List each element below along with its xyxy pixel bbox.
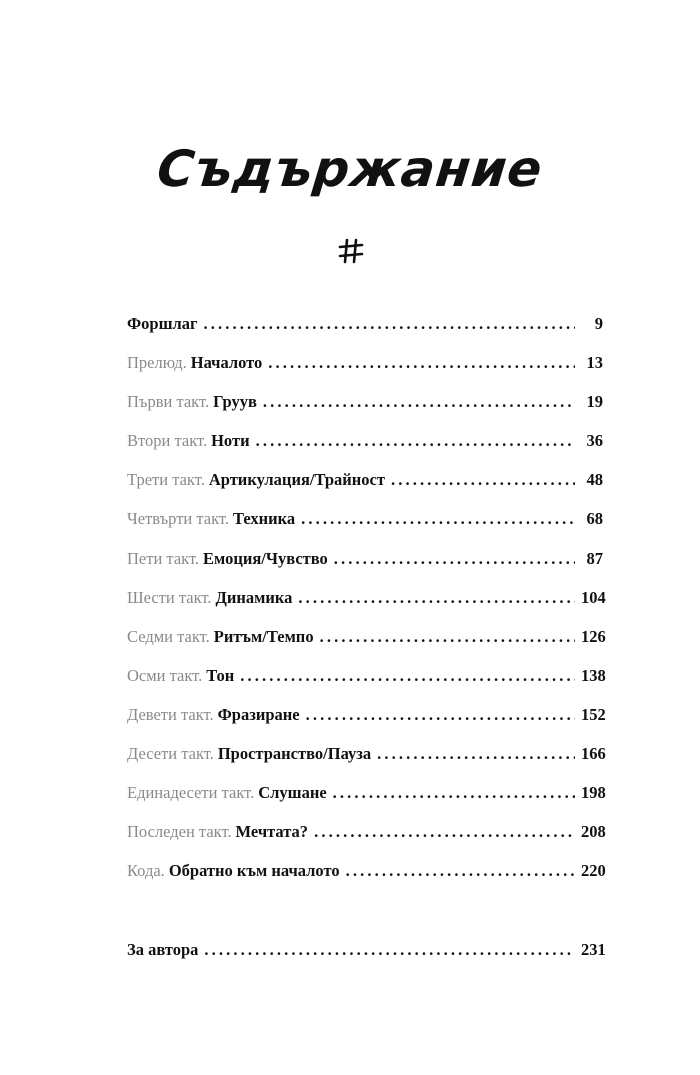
toc-leader-dots xyxy=(334,549,575,569)
toc-leader-dots xyxy=(377,744,575,764)
toc-page-number: 138 xyxy=(581,665,606,685)
toc-entry-label: Втори такт. xyxy=(127,431,208,451)
toc-entry-label: Трети такт. xyxy=(127,470,205,490)
toc-leader-dots xyxy=(298,588,575,608)
toc-leader-dots xyxy=(204,314,575,334)
toc-entry-title: Форшлаг xyxy=(127,314,198,333)
toc-entry-bar-9[interactable] xyxy=(127,704,606,744)
toc-leader-dots xyxy=(391,470,575,490)
toc-page-number: 166 xyxy=(581,744,606,764)
toc-entry-coda[interactable] xyxy=(127,861,606,900)
toc-page-number: 152 xyxy=(581,704,606,724)
toc-entry-title: Пространство/Пауза xyxy=(217,744,372,764)
toc-entry-title: Груув xyxy=(213,392,257,412)
toc-entry-bar-3[interactable] xyxy=(127,470,603,509)
toc-leader-dots xyxy=(333,783,575,803)
toc-entry-title: Слушане xyxy=(258,783,327,803)
toc-page-number: 68 xyxy=(586,509,603,529)
toc-entry-bar-1[interactable] xyxy=(127,392,603,431)
table-of-contents xyxy=(127,314,606,980)
toc-entry-title: Мечтата? xyxy=(235,822,309,842)
toc-leader-dots xyxy=(240,666,575,686)
toc-entry-prelude[interactable] xyxy=(127,353,603,392)
toc-entry-label: Девети такт. xyxy=(127,704,214,724)
toc-leader-dots xyxy=(268,353,575,373)
toc-leader-dots xyxy=(306,705,575,725)
page-title: Съдържание xyxy=(154,140,546,198)
toc-entry-label: Шести такт. xyxy=(127,587,212,607)
toc-entry-label: Пети такт. xyxy=(127,548,200,568)
toc-entry-bar-5[interactable] xyxy=(127,549,603,588)
toc-page-number: 19 xyxy=(586,392,603,412)
toc-leader-dots xyxy=(301,509,575,529)
toc-entry-bar-11[interactable] xyxy=(127,783,606,822)
toc-entry-bar-6[interactable] xyxy=(127,587,606,627)
toc-entry-label: Първи такт. xyxy=(127,392,210,412)
toc-entry-bar-10[interactable] xyxy=(127,744,606,783)
toc-entry-title: Ноти xyxy=(211,431,250,451)
toc-page-number: 208 xyxy=(581,822,606,842)
toc-page-number: 9 xyxy=(594,314,603,333)
toc-leader-dots xyxy=(314,822,575,842)
toc-entry-last-bar[interactable] xyxy=(127,822,606,861)
toc-page-number: 36 xyxy=(586,431,603,451)
toc-entry-bar-2[interactable] xyxy=(127,431,603,470)
toc-page-number: 48 xyxy=(586,470,603,490)
toc-entry-label: Единадесети такт. xyxy=(127,783,255,803)
toc-page-number: 126 xyxy=(581,626,606,646)
toc-page-number: 13 xyxy=(586,353,603,373)
toc-page-number: 198 xyxy=(581,783,606,803)
toc-leader-dots xyxy=(346,861,575,881)
toc-entry-title: Фразиране xyxy=(217,704,300,724)
toc-entry-title: Динамика xyxy=(215,587,293,607)
toc-entry-label: Седми такт. xyxy=(127,626,210,646)
toc-entry-forshlag[interactable] xyxy=(127,314,603,353)
toc-entry-label: Кода. xyxy=(127,861,165,881)
toc-entry-title: Началото xyxy=(190,353,263,373)
toc-entry-title: Обратно към началото xyxy=(168,861,340,881)
toc-leader-dots xyxy=(263,392,575,412)
toc-entry-label: Последен такт. xyxy=(127,822,232,842)
toc-entry-bar-8[interactable] xyxy=(127,665,606,705)
toc-page-number: 87 xyxy=(586,548,603,568)
hash-ornament-icon xyxy=(338,238,364,264)
toc-entry-label: Осми такт. xyxy=(127,665,203,685)
toc-page-number: 220 xyxy=(581,861,606,881)
toc-entry-bar-4[interactable] xyxy=(127,509,603,548)
toc-page-number: 104 xyxy=(581,587,606,607)
toc-entry-title: Техника xyxy=(233,509,296,529)
toc-page-number: 231 xyxy=(581,940,606,960)
toc-entry-title: Тон xyxy=(206,665,235,685)
toc-entry-title: Емоция/Чувство xyxy=(203,548,328,568)
toc-leader-dots xyxy=(204,940,575,960)
toc-entry-title: Артикулация/Трайност xyxy=(208,470,385,490)
toc-leader-dots xyxy=(256,431,575,451)
toc-entry-label: Четвърти такт. xyxy=(127,509,229,529)
toc-entry-bar-7[interactable] xyxy=(127,626,606,666)
toc-entry-label: Прелюд. xyxy=(127,353,187,373)
toc-entry-about-author[interactable] xyxy=(127,940,606,979)
toc-leader-dots xyxy=(320,627,575,647)
toc-entry-label: Десети такт. xyxy=(127,744,214,764)
toc-entry-title: Ритъм/Темпо xyxy=(213,626,314,646)
toc-entry-title: За автора xyxy=(127,940,199,960)
